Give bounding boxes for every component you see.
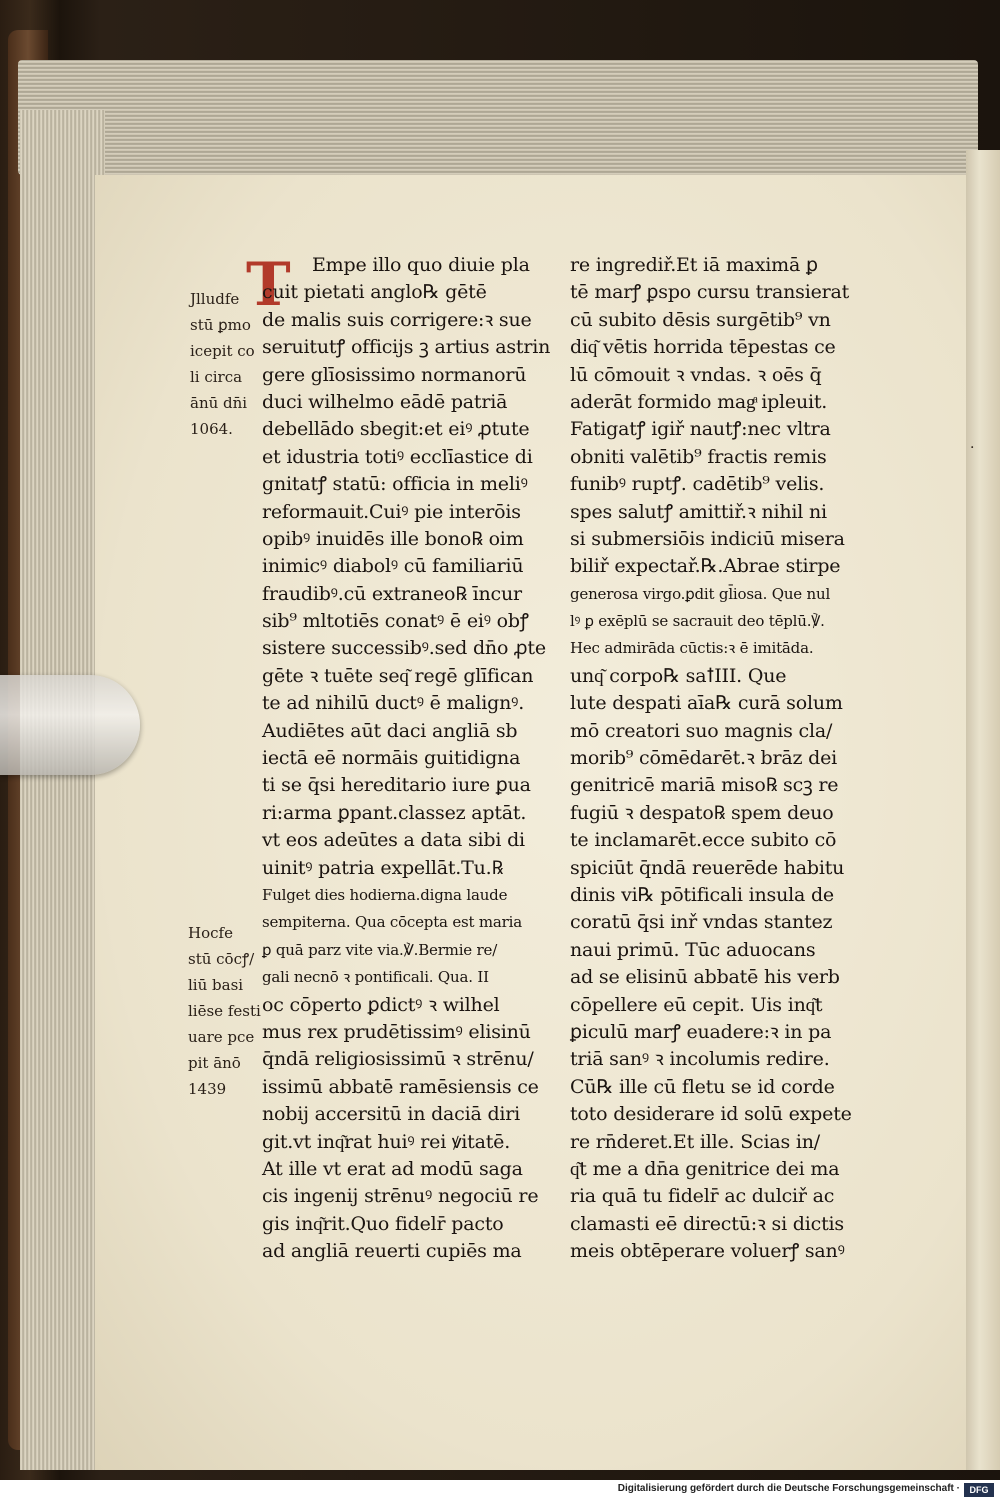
facing-page-fragment: ·: [970, 440, 975, 456]
text-line: lute despati aīa℞ curā solum: [570, 692, 843, 715]
text-line: unq͂ corpo℞ saꝉIII. Que: [570, 664, 787, 687]
marginal-line: uare pce: [188, 1028, 255, 1046]
left-text-column: [262, 252, 567, 1265]
text-line: gis inq͂rit.Quo fidelr̄ pacto: [262, 1212, 504, 1235]
text-line: issimū abbatē ramēsiensis ce: [262, 1075, 539, 1098]
text-line: At ille vt erat ad modū saga: [262, 1157, 523, 1180]
text-line: coratū q̄si inř vndas stantez: [570, 911, 833, 934]
textblock-top-edges: [18, 60, 978, 175]
text-line: Empe illo quo diuie pla: [312, 254, 530, 276]
text-line: aderāt formido magͣ ipleuit.: [570, 390, 828, 413]
text-line: mō creatori suo magnis cla/: [570, 719, 833, 742]
text-line: inimicꝰ diabolꝰ cū familiariū: [262, 555, 524, 578]
text-line: Audiētes aūt daci angliā sb: [262, 719, 518, 742]
text-line: genitricē mariā miso℞ scꝫ re: [570, 774, 839, 797]
text-line: re rn̄deret.Et ille. Scias in/: [570, 1130, 820, 1153]
marginal-line: li circa: [190, 368, 243, 386]
text-line: duci wilhelmo eādē patriā: [262, 390, 508, 413]
text-line: tē marꝭ ꝑspo cursu transierat: [570, 281, 850, 304]
text-line: iectā eē normāis guitidigna: [262, 747, 521, 770]
text-line: ad se elisinū abbatē his verb: [570, 966, 840, 989]
text-line: naui primū. Tūc aduocans: [570, 938, 816, 961]
marginal-note-1064: [190, 286, 255, 442]
text-line: ꝑ quā parz vite via.℣.Bermie re/: [262, 940, 498, 959]
text-line: Cū℞ ille cū fletu se id corde: [570, 1075, 835, 1098]
text-line: meis obtēperare voluerꝭ sanꝰ: [570, 1240, 845, 1263]
text-line: obniti valētib⁹ fractis remis: [570, 445, 827, 468]
text-line: fraudibꝰ.cū extraneo℞ īncur: [262, 582, 522, 605]
text-line: Fatigatꝭ igiř nautꝭ:nec vltra: [570, 418, 831, 441]
right-text-column: [570, 252, 885, 1265]
text-line: gnitatꝭ statū: officia in meliꝰ: [262, 473, 528, 496]
text-line: nobij accersitū in daciā diri: [262, 1103, 521, 1126]
text-line: lꝰ ꝑ exēplū se sacrauit deo tēplū.℣.: [570, 612, 825, 631]
text-line: git.vt inq͂rat huiꝰ rei ꝟitatē.: [262, 1130, 511, 1153]
text-line: ti se q̄si hereditario iure ꝑua: [262, 774, 531, 797]
text-line: te inclamarēt.ecce subito cō: [570, 829, 837, 852]
text-line: seruitutꝭ officijs ꝫ artius astrin: [262, 336, 551, 359]
text-line: debellādo sbegit:et eiꝰ ꝓtute: [262, 418, 530, 441]
text-line: spiciūt q̄ndā reuerēde habitu: [570, 856, 845, 879]
page-holder-clip: [0, 675, 140, 775]
text-line: generosa virgo.ꝑdit gl̄iosa. Que nul: [570, 584, 831, 603]
text-line: triā sanꝰ ꝛ incolumis redire.: [570, 1048, 830, 1071]
text-line: dinis vi℞ pōtificali insula de: [570, 883, 834, 906]
text-line: cuit pietati anglo℞ gētē: [262, 281, 487, 304]
text-line: ria quā tu fidelr̄ ac dulciř ac: [570, 1185, 835, 1208]
text-line: ꝑiculū marꝭ euadere:ꝛ in pa: [570, 1020, 832, 1043]
text-line: Fulget dies hodierna.digna laude: [262, 885, 508, 904]
text-line: reformauit.Cuiꝰ pie interōis: [262, 500, 521, 523]
marginal-line: stū cōcꝭ/: [188, 950, 255, 968]
text-line: de malis suis corrigere:ꝛ sue: [262, 308, 532, 331]
text-line: sib⁹ mltotiēs conatꝰ ē eiꝰ obꝭ: [262, 610, 529, 633]
text-line: cis ingenij strēnuꝰ negociū re: [262, 1185, 539, 1208]
text-line: gali necnō ꝛ pontificali. Qua. II: [262, 968, 489, 987]
text-line: sistere successibꝰ.sed dn̄o ꝓte: [262, 637, 546, 660]
text-line: morib⁹ cōmēdarēt.ꝛ brāz dei: [570, 747, 838, 770]
marginal-line: ānū dn̄i: [190, 394, 248, 412]
text-line: lū cōmouit ꝛ vndas. ꝛ oēs q̄: [570, 363, 822, 386]
text-line: opibꝰ inuidēs ille bono℞ oim: [262, 527, 524, 550]
marginal-line: Hocfe: [188, 924, 233, 942]
marginal-line: liēse festi: [188, 1002, 261, 1020]
marginal-line: Jlludfe: [190, 290, 240, 308]
text-line: ri:arma ꝑpant.classez aptāt.: [262, 801, 527, 824]
text-line: mus rex prudētissimꝰ elisinū: [262, 1020, 531, 1043]
text-line: fugiū ꝛ despato℞ spem deuo: [570, 801, 834, 824]
marginal-line: pit ānō: [188, 1054, 241, 1072]
text-line: cōpellere eū cepit. Uis inq͂t: [570, 993, 823, 1016]
dfg-logo: DFG: [964, 1483, 994, 1497]
marginal-line: 1439: [188, 1080, 227, 1098]
facing-page-edge: [966, 150, 1000, 1470]
text-line: ad angliā reuerti cupiēs ma: [262, 1240, 522, 1263]
text-line: oc cōperto ꝑdictꝰ ꝛ wilhel: [262, 993, 500, 1016]
text-line: funibꝰ ruptꝭ. cadētib⁹ velis.: [570, 473, 825, 496]
text-line: vt eos adeūtes a data sibi di: [262, 829, 525, 852]
marginal-note-1439: [188, 920, 261, 1102]
rubricated-initial: T: [246, 250, 291, 320]
text-line: biliř expectař.℞.Abrae stirpe: [570, 555, 841, 578]
marginal-line: liū basi: [188, 976, 244, 994]
text-line: re ingrediř.Et iā maximā ꝑ: [570, 254, 818, 276]
marginal-line: icepit co: [190, 342, 255, 360]
text-line: gere glīosissimo normanorū: [262, 363, 527, 386]
text-line: gēte ꝛ tuēte seq͂ regē glīfican: [262, 664, 534, 687]
text-line: uinitꝰ patria expellāt.Tu.℞: [262, 856, 504, 879]
text-line: spes salutꝭ amittiř.ꝛ nihil ni: [570, 500, 827, 523]
text-line: Hec admirāda cūctis:ꝛ ē imitāda.: [570, 639, 814, 658]
text-line: q͂t me a dn̄a genitrice dei ma: [570, 1157, 840, 1180]
text-line: si submersiōis indiciū misera: [570, 527, 845, 550]
text-line: te ad nihilū ductꝰ ē malignꝰ.: [262, 692, 525, 715]
footer-bar: [0, 1480, 1000, 1500]
text-line: toto desiderare id solū expete: [570, 1103, 852, 1126]
funding-notice: Digitalisierung gefördert durch die Deutsche Forschungsgemeinschaft ·: [617, 1483, 960, 1494]
text-line: diq͂ vētis horrida tēpestas ce: [570, 336, 836, 359]
marginal-line: stū ꝑmo: [190, 316, 251, 334]
text-line: clamasti eē directū:ꝛ si dictis: [570, 1212, 844, 1235]
text-line: sempiterna. Qua cōcepta est maria: [262, 913, 522, 932]
page-fore-edges: [20, 110, 105, 1470]
marginal-line: 1064.: [190, 420, 233, 438]
text-line: q̄ndā religiosissimū ꝛ strēnu/: [262, 1048, 534, 1071]
text-line: cū subito dēsis surgētib⁹ vn: [570, 308, 831, 331]
text-line: et idustria totiꝰ ecclīastice di: [262, 445, 533, 468]
